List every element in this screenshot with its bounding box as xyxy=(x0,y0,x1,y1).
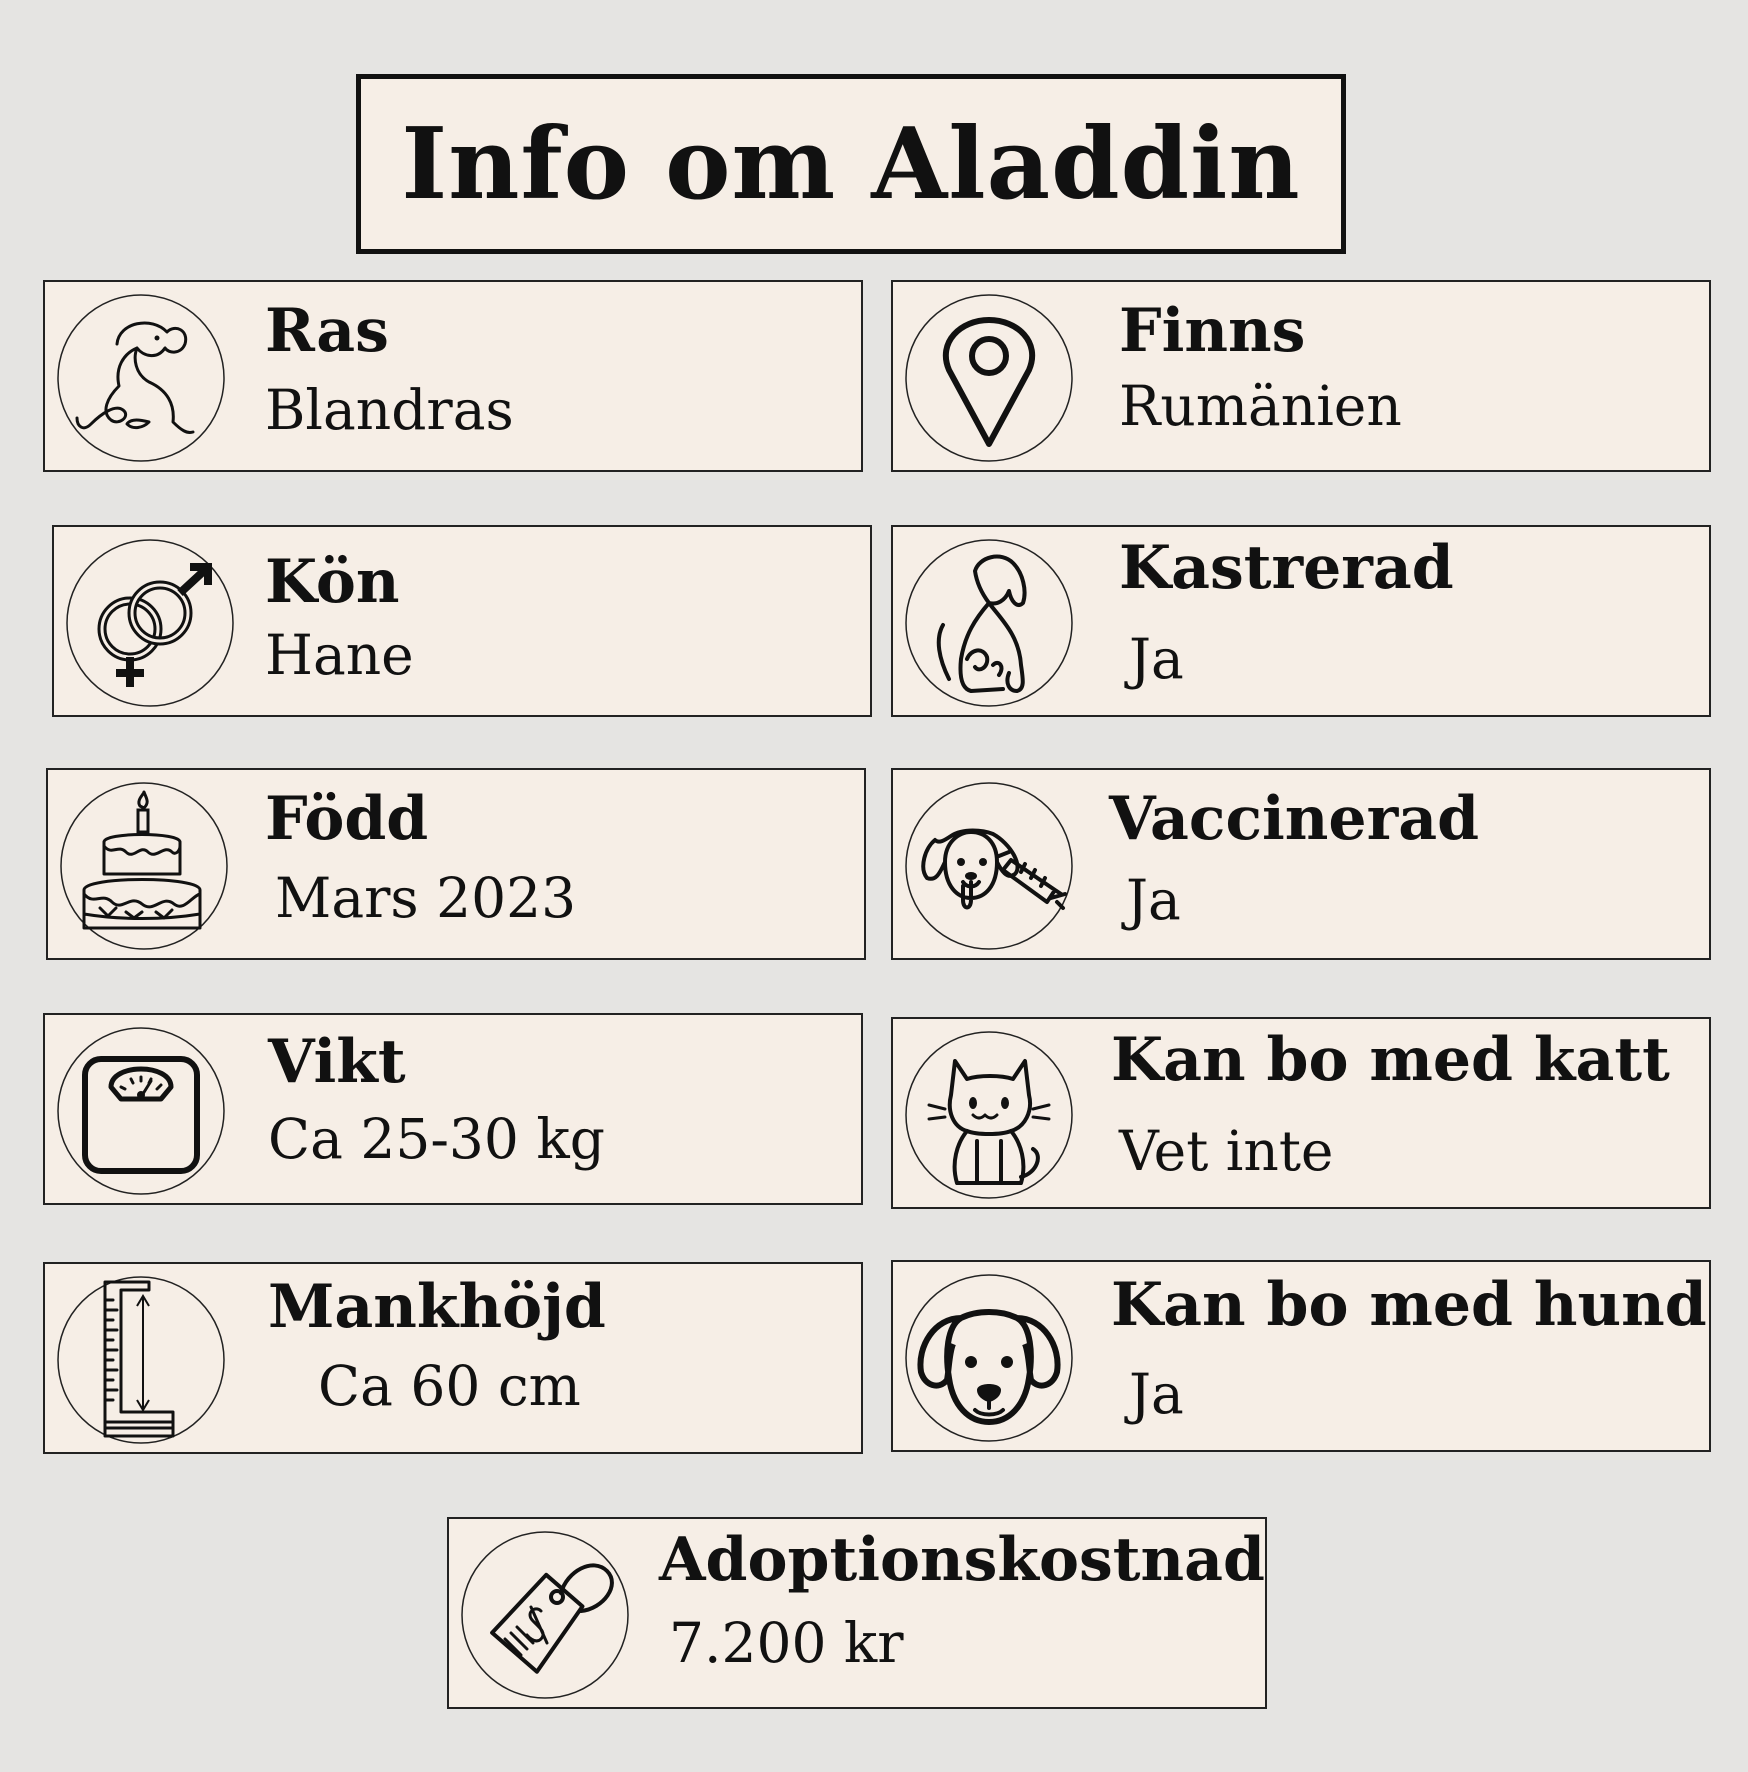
card-value: Mars 2023 xyxy=(275,866,577,930)
card-value: Hane xyxy=(265,623,414,687)
card-value: Ja xyxy=(1126,868,1181,932)
card-label: Född xyxy=(265,784,429,854)
card-label: Kastrerad xyxy=(1119,533,1454,603)
price-tag-icon xyxy=(461,1531,629,1699)
card-value: Ca 60 cm xyxy=(318,1354,581,1418)
card-value: Vet inte xyxy=(1119,1119,1334,1183)
card-value: Ja xyxy=(1129,1362,1184,1426)
card-label: Kan bo med katt xyxy=(1111,1025,1670,1095)
card-label: Ras xyxy=(265,296,389,366)
gender-symbols-icon xyxy=(66,539,234,707)
info-card-ras xyxy=(43,280,863,472)
card-value: 7.200 kr xyxy=(669,1611,904,1675)
card-label: Vaccinerad xyxy=(1109,784,1480,854)
card-label: Mankhöjd xyxy=(268,1272,606,1342)
dog-face-icon xyxy=(905,1274,1073,1442)
cat-icon xyxy=(905,1031,1073,1199)
card-value: Blandras xyxy=(265,378,514,442)
info-card-finns xyxy=(891,280,1711,472)
info-card-fodd xyxy=(46,768,866,960)
card-label: Finns xyxy=(1119,296,1306,366)
info-card-mankhojd xyxy=(43,1262,863,1454)
dog-line-icon xyxy=(57,294,225,462)
info-card-vaccinerad xyxy=(891,768,1711,960)
card-value: Ja xyxy=(1129,627,1184,691)
title-box xyxy=(356,74,1346,254)
card-label: Adoptionskostnad xyxy=(659,1525,1265,1595)
info-card-kon xyxy=(52,525,872,717)
card-value: Ca 25-30 kg xyxy=(268,1107,605,1171)
sitting-dog-icon xyxy=(905,539,1073,707)
card-label: Kan bo med hund xyxy=(1111,1270,1707,1340)
scale-icon xyxy=(57,1027,225,1195)
location-pin-icon xyxy=(905,294,1073,462)
card-label: Vikt xyxy=(268,1027,406,1097)
info-card-vikt xyxy=(43,1013,863,1205)
page-title: Info om Aladdin xyxy=(401,106,1301,222)
info-card-kastrerad xyxy=(891,525,1711,717)
card-label: Kön xyxy=(265,547,400,617)
info-card-katt xyxy=(891,1017,1711,1209)
info-card-adoptionskostnad xyxy=(447,1517,1267,1709)
card-value: Rumänien xyxy=(1119,374,1402,438)
info-card-hund xyxy=(891,1260,1711,1452)
dog-syringe-icon xyxy=(905,782,1073,950)
birthday-cake-icon xyxy=(60,782,228,950)
height-ruler-icon xyxy=(57,1276,225,1444)
